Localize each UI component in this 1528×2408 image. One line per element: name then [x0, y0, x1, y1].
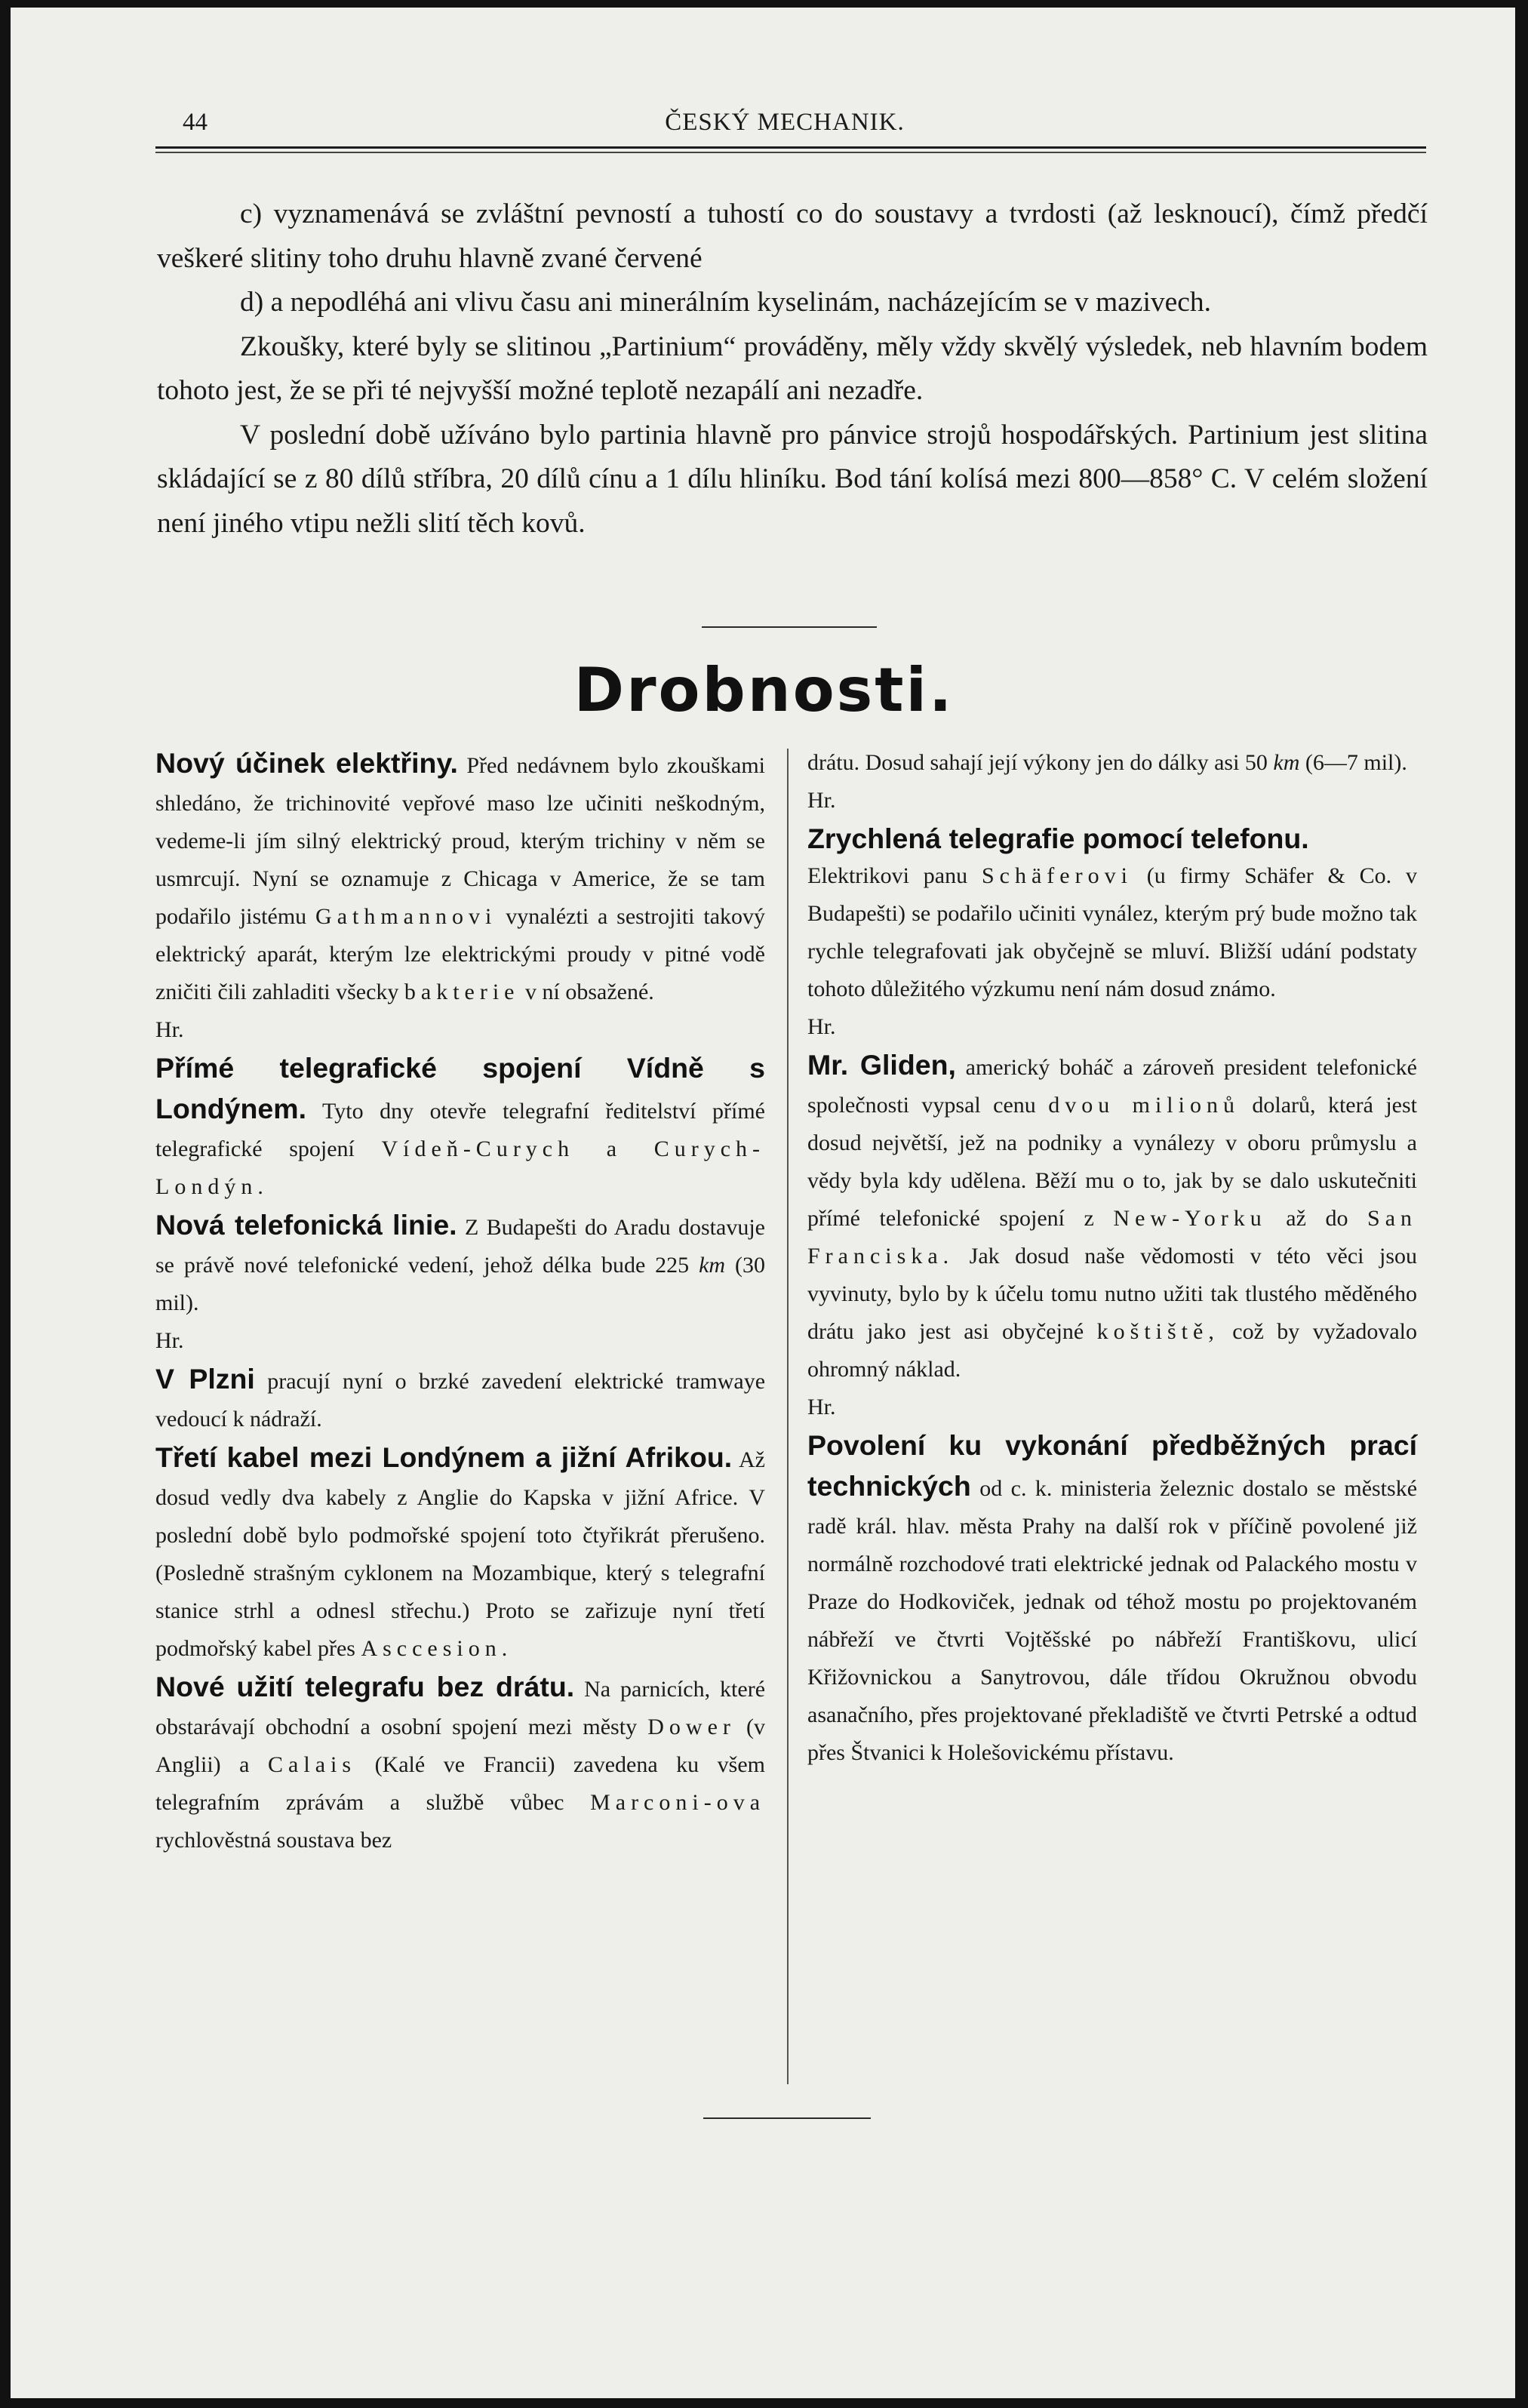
news-item: Mr. Gliden, americký boháč a zároveň president telefonické společnosti vypsal cenu dvou milionů dolarů, která jest dosud největší, jež na podniky a vynálezy v oboru průmyslu a vědy byla kdy udělena. Běží mu o to, jak by se dalo uskutečniti přímé telefonické spojení z New-Yorku až do San Franciska. Jak dosud naše vědomosti v této věci jsou vyvinuty, bylo by k účelu tomu nutno užiti tak tlustého měděného drátu jako jest asi obyčejné koštiště, což by vyžadovalo ohromný náklad. Hr. — [807, 1046, 1417, 1426]
signature: Hr. — [807, 1395, 836, 1419]
item-heading: Třetí kabel mezi Londýnem a jižní Afrikou. — [155, 1441, 733, 1473]
page-header — [143, 106, 1426, 143]
news-item: Přímé telegrafické spojení Vídně s Londýnem. Tyto dny otevře telegrafní ředitelství přímé telegrafické spojení Vídeň-Curych a Curych-Londýn. — [155, 1052, 765, 1199]
news-item: Nová telefonická linie. Z Budapešti do Aradu dostavuje se právě nové telefonické vedení, jehož délka bude 225 km (30 mil). Hr. — [155, 1206, 765, 1360]
news-item: Třetí kabel mezi Londýnem a jižní Afrikou. Až dosud vedly dva kabely z Anglie do Kapska v jižní Africe. V poslední době bylo podmořské spojení toto čtyřikrát přerušeno. (Posledně strašným cyklonem na Mozambique, který s telegrafní stanice strhl a odnesl střechu.) Proto se zařizuje nyní třetí podmořský kabel přes Asccesion. — [155, 1441, 765, 1661]
item-heading: V Plzni — [155, 1363, 255, 1395]
item-heading: Nové užití telegrafu bez drátu. — [155, 1671, 575, 1702]
item-heading: Zrychlená telegrafie pomocí telefonu. — [807, 823, 1309, 854]
signature: Hr. — [155, 1328, 184, 1353]
header-rule-thin — [155, 152, 1426, 153]
item-heading: Přímé telegrafické spojení Vídně s Londýnem. — [155, 1052, 765, 1124]
news-item: Povolení ku vykonání předběžných prací technických od c. k. ministeria železnic dostalo se městské radě král. hlav. města Prahy na další rok v příčině povolené již normálně rozchodové trati elektrické jednak od Palackého mostu v Praze do Hodkoviček, jednak od téhož mostu po projektovaném nábřeží ve čtvrti Vojtěšské po nábřeží Františkovu, ulicí Křižovnickou a Sanytrovou, dále třídou Okružnou obvodu asanačního, přes projektované překladiště ve čtvrti Petrské a odtud přes Štvanici k Holešovickému přístavu. — [807, 1429, 1418, 1765]
item-heading: Nový účinek elektřiny. — [155, 747, 458, 779]
end-divider — [703, 2117, 871, 2119]
news-item: Zrychlená telegrafie pomocí telefonu. Elektrikovi panu Schäferovi (u firmy Schäfer & Co. v Budapešti) se podařilo učiniti vynález, kterým prý bude možno tak rychle telegrafovati jak obyčejně se mluví. Bližší udání podstaty tohoto důležitého výzkumu není nám dosud známo. Hr. — [807, 820, 1417, 1046]
signature: Hr. — [807, 788, 836, 813]
paragraph: V poslední době užíváno bylo partinia hlavně pro pánvice strojů hospodářských. Partinium jest slitina skládající se z 80 dílů stříbra, 20 dílů cínu a 1 dílu hliníku. Bod tání kolísá mezi 800—858° C. V celém složení není jiného vtipu nežli slití těch kovů. — [157, 419, 1428, 539]
signature: Hr. — [155, 1017, 184, 1042]
signature: Hr. — [807, 1014, 836, 1039]
section-divider — [702, 626, 877, 628]
news-item: V Plzni pracují nyní o brzké zavedení elektrické tramwaye vedoucí k nádraží. — [155, 1363, 766, 1432]
paragraph: d) a nepodléhá ani vlivu času ani minerálním kyselinám, nacházejícím se v mazivech. — [240, 287, 1212, 318]
paragraph: Zkoušky, které byly se slitinou „Partinium“ prováděny, měly vždy skvělý výsledek, neb hlavním bodem tohoto jest, že se při té nejvyšší možné teplotě nezapálí ani nezadře. — [157, 331, 1428, 406]
paragraph: c) vyznamenává se zvláštní pevností a tuhostí co do soustavy a tvrdosti (až lesknoucí), čímž předčí veškeré slitiny toho druhu hlavně zvané červené — [157, 198, 1428, 274]
page-number: 44 — [183, 109, 208, 136]
header-rule — [155, 146, 1426, 149]
news-item-continued: drátu. Dosud sahají její výkony jen do dálky asi 50 km (6—7 mil). Hr. — [807, 744, 1417, 820]
item-heading: Nová telefonická linie. — [155, 1209, 457, 1241]
item-heading: Povolení ku vykonání předběžných prací technických — [807, 1429, 1417, 1502]
news-item: Nové užití telegrafu bez drátu. Na parnicích, které obstarávají obchodní a osobní spojení mezi městy Dower (v Anglii) a Calais (Kalé ve Francii) zavedena ku všem telegrafním zprávám a službě vůbec Marconi-ova rychlověstná soustava bez — [155, 1671, 766, 1853]
news-item: Nový účinek elektřiny. Před nedávnem bylo zkouškami shledáno, že trichinovité vepřové maso lze učiniti neškodným, vedeme-li jím silný elektrický proud, kterým trichiny v něm se usmrcují. Nyní se oznamuje z Chicaga v Americe, že se tam podařilo jistému Gathmannovi vynalézti a sestrojiti takový elektrický aparát, kterým lze elektrickými proudy v pitné vodě zničiti čili zahladiti všecky bakterie v ní obsažené. Hr. — [155, 744, 765, 1049]
running-title: ČESKÝ MECHANIK. — [665, 109, 905, 136]
intro-text — [157, 192, 1428, 546]
right-column — [807, 744, 1417, 1772]
section-title: Drobnosti. — [573, 655, 955, 725]
item-heading: Mr. Gliden, — [807, 1049, 956, 1081]
left-column — [155, 744, 765, 1859]
column-rule — [787, 749, 789, 2084]
